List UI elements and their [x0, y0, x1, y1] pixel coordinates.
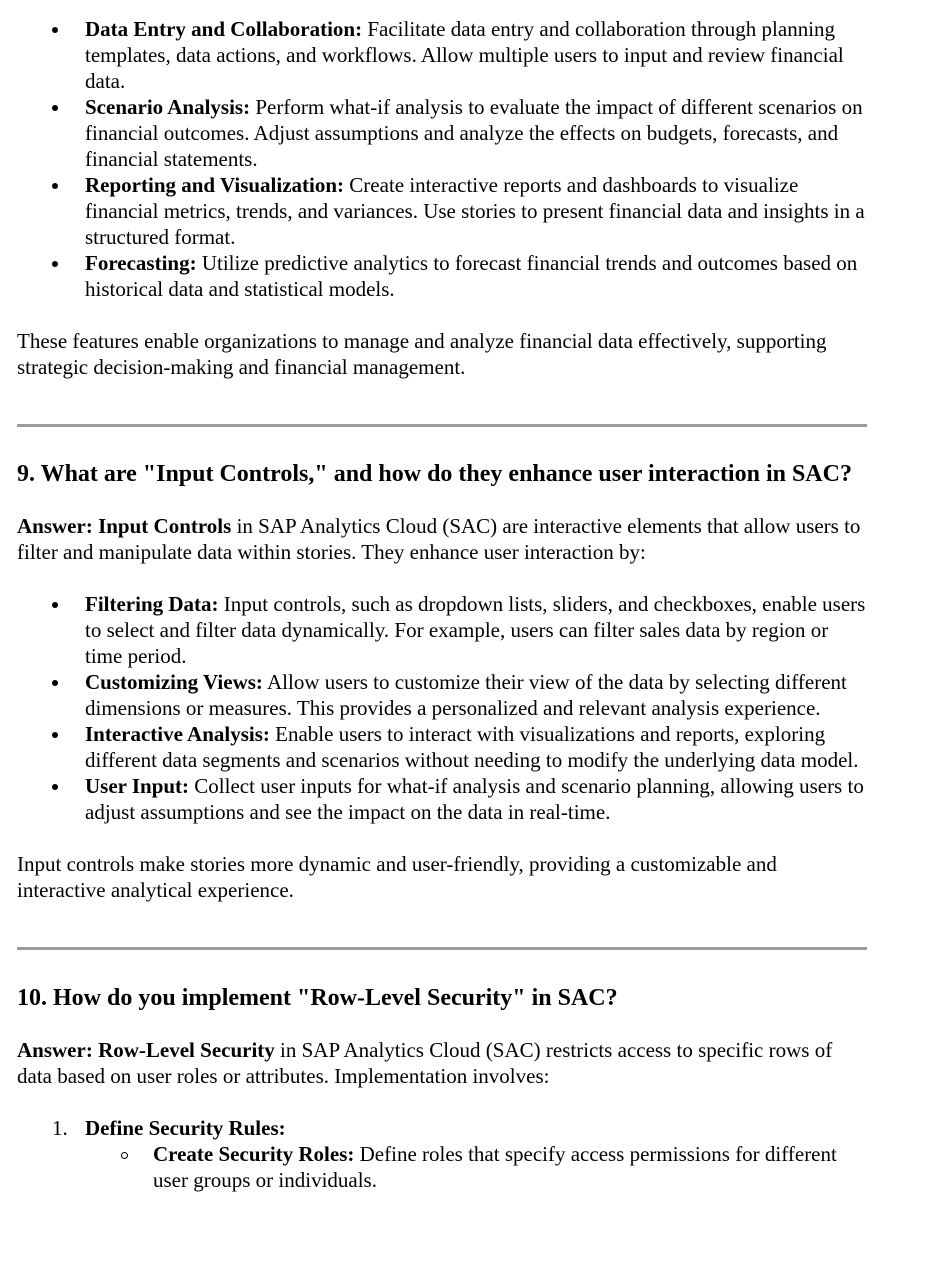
section8-summary: These features enable organizations to manage and analyze financial data effectively, supporting strategic decision-making and financial management.	[17, 329, 827, 379]
bullet-text: Facilitate data entry and collaboration through planning templates, data actions, and workflows. Allow multiple users to input and review financial data.	[85, 17, 844, 93]
bullet-lead: Interactive Analysis:	[85, 722, 270, 746]
step-number: 1.	[52, 1116, 68, 1140]
section-divider	[17, 424, 867, 427]
bullet-text: Collect user inputs for what-if analysis and scenario planning, allowing users to adjust assumptions and see the impact on the data in real-time.	[85, 774, 864, 824]
list-item	[85, 773, 867, 825]
input-controls-bullet-list	[17, 591, 867, 825]
bullet-lead: Customizing Views:	[85, 670, 263, 694]
list-item	[85, 669, 867, 721]
list-item	[85, 94, 867, 172]
answer-label: Answer:	[17, 1038, 93, 1062]
document-page	[17, 16, 867, 1193]
sub-item-lead: Create Security Roles:	[153, 1142, 355, 1166]
answer-term: Row-Level Security	[92, 1038, 275, 1062]
answer-term: Input Controls	[92, 514, 232, 538]
question-9-summary: Input controls make stories more dynamic and user-friendly, providing a customizable and interactive analytical experience.	[17, 852, 777, 902]
sub-list-item	[153, 1141, 867, 1193]
sub-item-text: Define roles that specify access permissions for different user groups or individuals.	[153, 1142, 837, 1192]
step-lead: Define Security Rules:	[85, 1116, 286, 1140]
bullet-text: Perform what-if analysis to evaluate the impact of different scenarios on financial outcomes. Adjust assumptions and analyze the effects on budgets, forecasts, and financial statements.	[85, 95, 863, 171]
bullet-lead: Filtering Data:	[85, 592, 219, 616]
bullet-lead: User Input:	[85, 774, 190, 798]
bullet-lead: Forecasting:	[85, 251, 197, 275]
implementation-steps-list	[17, 1115, 867, 1193]
question-10-answer	[17, 1037, 867, 1089]
list-item	[85, 591, 867, 669]
step-item	[52, 1115, 867, 1193]
bullet-text: Utilize predictive analytics to forecast financial trends and outcomes based on historical data and statistical models.	[85, 251, 858, 301]
answer-text: in SAP Analytics Cloud (SAC) restricts access to specific rows of data based on user roles or attributes. Implementation involves:	[17, 1038, 833, 1088]
list-item	[85, 721, 867, 773]
question-9-heading: 9. What are "Input Controls," and how do they enhance user interaction in SAC?	[17, 461, 852, 487]
step-sub-list	[85, 1141, 867, 1193]
list-item	[85, 172, 867, 250]
question-10-heading: 10. How do you implement "Row-Level Security" in SAC?	[17, 985, 618, 1011]
bullet-text: Enable users to interact with visualizations and reports, exploring different data segments and scenarios without needing to modify the underlying data model.	[85, 722, 859, 772]
answer-text: in SAP Analytics Cloud (SAC) are interactive elements that allow users to filter and manipulate data within stories. They enhance user interaction by:	[17, 514, 861, 564]
bullet-lead: Reporting and Visualization:	[85, 173, 345, 197]
bullet-lead: Data Entry and Collaboration:	[85, 17, 363, 41]
list-item	[85, 250, 867, 302]
bullet-text: Allow users to customize their view of the data by selecting different dimensions or measures. This provides a personalized and relevant analysis experience.	[85, 670, 847, 720]
bullet-lead: Scenario Analysis:	[85, 95, 251, 119]
section-divider	[17, 947, 867, 950]
list-item	[85, 16, 867, 94]
bullet-text: Create interactive reports and dashboards to visualize financial metrics, trends, and variances. Use stories to present financial data and insights in a structured format.	[85, 173, 865, 249]
bullet-text: Input controls, such as dropdown lists, sliders, and checkboxes, enable users to select and filter data dynamically. For example, users can filter sales data by region or time period.	[85, 592, 866, 668]
question-9-answer	[17, 513, 867, 565]
answer-label: Answer:	[17, 514, 93, 538]
features-bullet-list	[17, 16, 867, 302]
